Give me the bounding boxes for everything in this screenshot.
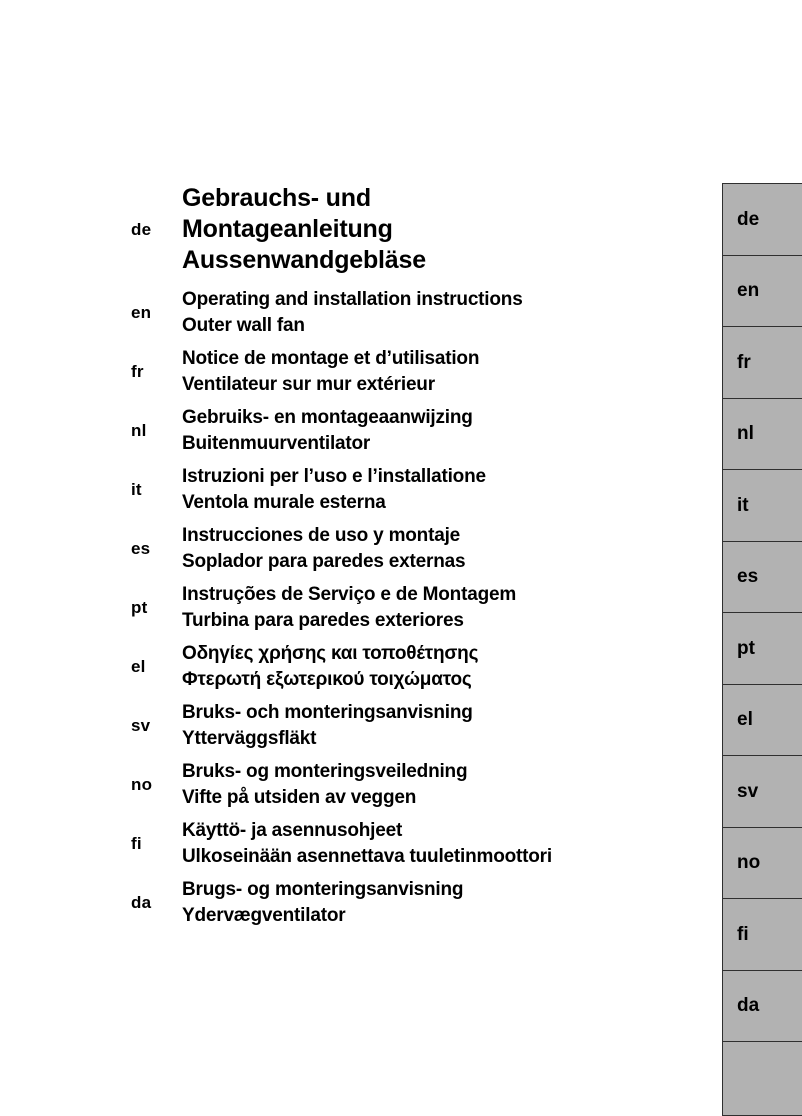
language-entry-en — [131, 287, 706, 339]
entry-title — [182, 346, 479, 398]
language-code: fi — [131, 834, 142, 853]
tab-el — [722, 684, 802, 757]
entry-title — [182, 877, 463, 929]
language-entry-da — [131, 877, 706, 929]
tab-no — [722, 827, 802, 900]
tab-label: de — [737, 208, 760, 230]
tab-label: nl — [737, 423, 754, 444]
language-entry-fr — [131, 346, 706, 398]
entry-title-line: Bruks- och monteringsanvisning — [182, 702, 473, 723]
language-code: en — [131, 303, 152, 322]
tab-da — [722, 970, 802, 1043]
entry-title-line: Outer wall fan — [182, 315, 305, 336]
entry-title — [182, 582, 516, 634]
language-code: da — [131, 893, 152, 912]
entry-title-line: Käyttö- ja asennusohjeet — [182, 820, 403, 841]
entry-title-line: Ydervægventilator — [182, 905, 346, 926]
entry-title-line: Gebruiks- en montageaanwijzing — [182, 407, 473, 428]
tab-pt — [722, 612, 802, 685]
language-entry-it — [131, 464, 706, 516]
entry-title-line: Aussenwandgebläse — [182, 246, 426, 274]
entry-title-line: Turbina para paredes exteriores — [182, 610, 464, 631]
tab-label: sv — [737, 780, 759, 802]
entry-title — [182, 464, 486, 516]
entry-title-line: Montageanleitung — [182, 215, 393, 243]
tab-label: da — [737, 995, 760, 1016]
entry-title — [182, 405, 473, 457]
tab-sv — [722, 755, 802, 828]
language-code: it — [131, 480, 142, 499]
language-index — [131, 183, 706, 936]
tab-es — [722, 541, 802, 614]
tab-fr — [722, 326, 802, 399]
entry-title-line: Notice de montage et d’utilisation — [182, 348, 480, 369]
language-code: sv — [131, 716, 151, 735]
language-entry-de — [131, 183, 706, 276]
language-entry-el — [131, 641, 706, 693]
language-code: el — [131, 657, 146, 676]
tab-it — [722, 469, 802, 542]
tab-label: it — [737, 494, 749, 516]
entry-title-line: Instrucciones de uso y montaje — [182, 525, 461, 546]
tab-fi — [722, 898, 802, 971]
entry-title-line: Φτερωτή εξωτερικού τοιχώματος — [182, 669, 472, 690]
language-code: nl — [131, 421, 147, 440]
language-entry-sv — [131, 700, 706, 752]
tab-en — [722, 255, 802, 328]
tab-label: pt — [737, 637, 755, 659]
entry-title-line: Ulkoseinään asennettava tuuletinmoottori — [182, 846, 552, 867]
tab-blank — [722, 1041, 802, 1116]
language-code: es — [131, 539, 151, 558]
tab-label: es — [737, 566, 759, 587]
entry-title — [182, 183, 426, 276]
language-code: no — [131, 775, 153, 794]
entry-title-line: Bruks- og monteringsveiledning — [182, 761, 468, 782]
entry-title-line: Buitenmuurventilator — [182, 433, 371, 454]
entry-title-line: Ventilateur sur mur extérieur — [182, 374, 435, 395]
entry-title-line: Ytterväggsfläkt — [182, 728, 317, 749]
entry-title — [182, 759, 467, 811]
entry-title-line: Istruzioni per l’uso e l’installatione — [182, 466, 486, 487]
entry-title-line: Instruções de Serviço e de Montagem — [182, 584, 517, 605]
entry-title-line: Operating and installation instructions — [182, 289, 523, 310]
entry-title — [182, 287, 523, 339]
entry-title — [182, 818, 552, 870]
tab-label: fr — [737, 351, 751, 373]
language-code: pt — [131, 598, 148, 617]
entry-title-line: Ventola murale esterna — [182, 492, 386, 513]
tab-label: el — [737, 709, 753, 730]
entry-title-line: Vifte på utsiden av veggen — [182, 787, 417, 808]
language-tab-bar — [722, 183, 802, 1116]
entry-title — [182, 523, 465, 575]
entry-title-line: Gebrauchs- und — [182, 184, 371, 212]
tab-de — [722, 183, 802, 256]
entry-title-line: Soplador para paredes externas — [182, 551, 466, 572]
language-entry-es — [131, 523, 706, 575]
entry-title — [182, 641, 478, 693]
language-code: fr — [131, 362, 144, 381]
language-entry-nl — [131, 405, 706, 457]
tab-label: no — [737, 852, 761, 873]
language-code: de — [131, 219, 152, 239]
language-entry-no — [131, 759, 706, 811]
language-entry-fi — [131, 818, 706, 870]
language-entry-pt — [131, 582, 706, 634]
tab-label: en — [737, 280, 760, 301]
entry-title — [182, 700, 473, 752]
entry-title-line: Brugs- og monteringsanvisning — [182, 879, 464, 900]
entry-title-line: Οδηγίες χρήσης και τοποθέτησης — [182, 643, 479, 664]
tab-label: fi — [737, 923, 749, 945]
tab-nl — [722, 398, 802, 471]
